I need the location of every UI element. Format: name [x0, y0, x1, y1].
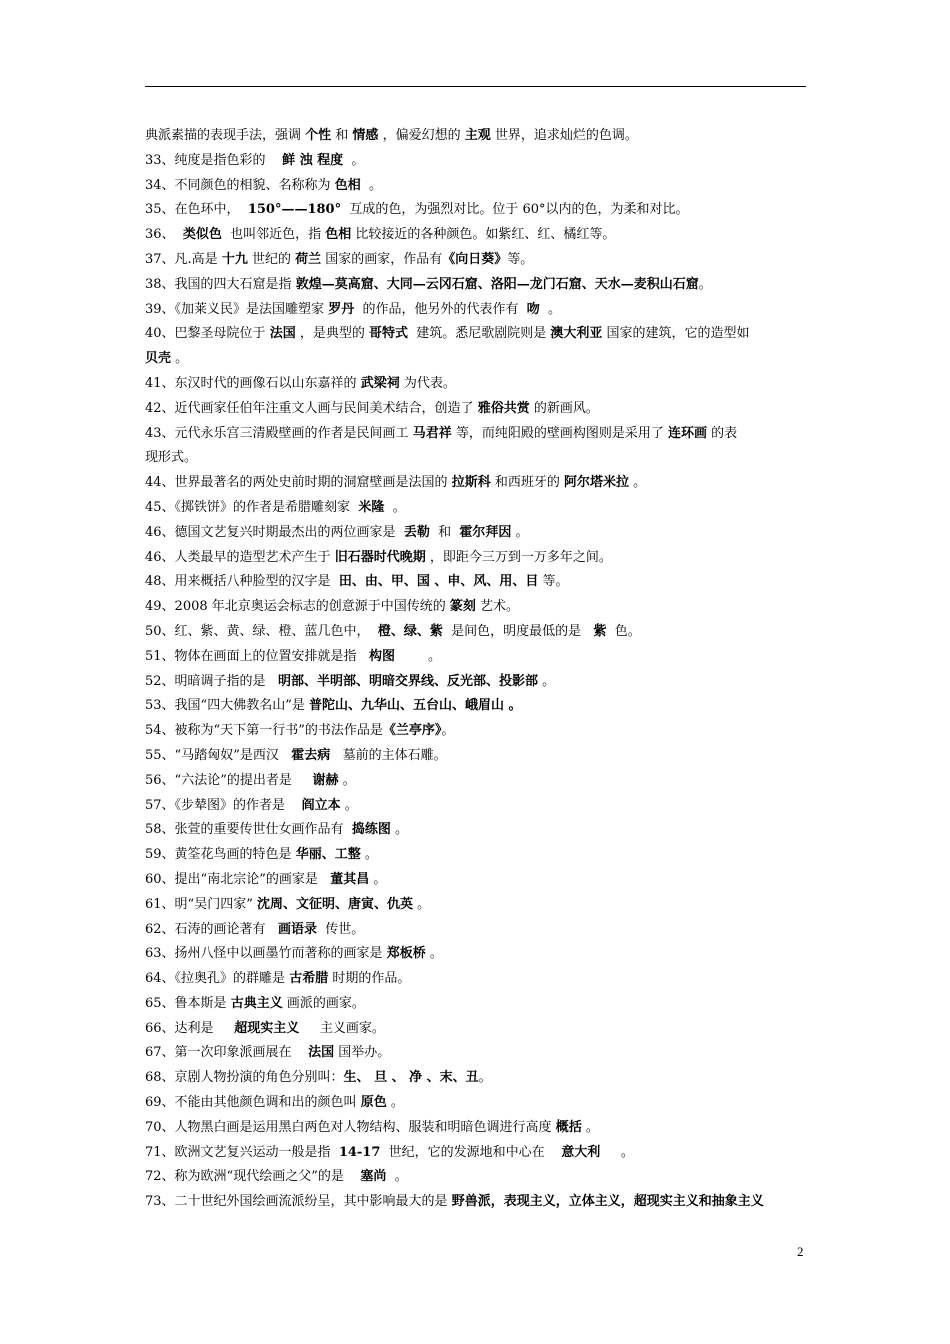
question-text: 。 — [441, 723, 455, 739]
question-text: 48、用来概括八种脸型的汉字是 — [145, 574, 339, 590]
question-text: 72、称为欧洲“现代绘画之父”的是 — [145, 1169, 361, 1185]
answer-text: 罗丹 — [328, 301, 355, 317]
question-text: 画派的画家。 — [282, 995, 365, 1011]
answer-text: 丢勒 — [403, 524, 430, 540]
answer-text: 橙、绿、紫 — [377, 623, 443, 639]
answer-text: 法国 — [308, 1045, 335, 1061]
question-text: 55、“马踏匈奴”是西汉 — [145, 747, 292, 763]
question-text: 62、石涛的画论著有 — [145, 921, 278, 937]
answer-text: 马君祥 — [412, 425, 452, 441]
question-text: 52、明暗调子指的是 — [145, 673, 278, 689]
text-line — [145, 645, 807, 670]
question-text: 44、世界最著名的两处史前时期的洞窟壁画是法国的 — [145, 475, 452, 491]
answer-text: 普陀山、九华山、五台山、峨眉山 。 — [308, 698, 522, 714]
question-text: 主义画家。 — [299, 1020, 385, 1036]
question-text: 。 — [412, 896, 431, 912]
answer-text: 阎立本 — [301, 797, 341, 813]
text-line — [145, 322, 807, 347]
text-line — [145, 893, 807, 918]
question-text: 典派素描的表现手法，强调 — [145, 128, 306, 143]
text-line — [145, 273, 807, 298]
answer-text: 古希腊 — [289, 971, 329, 987]
question-text: 。 — [384, 499, 406, 515]
question-text: 互成的色，为强烈对比。位于 60°以内的色，为柔和对比。 — [341, 202, 689, 218]
answer-text: 野兽派，表现主义，立体主义，超现实主义和抽象主义 — [451, 1194, 764, 1210]
question-text: 38、我国的四大石窟是指 — [145, 276, 296, 292]
text-line — [145, 744, 807, 769]
answer-text: 紫 — [593, 623, 607, 639]
document-body — [145, 124, 807, 1215]
question-text: 。 — [581, 1119, 599, 1135]
question-text: 34、不同颜色的相貌、名称称为 — [145, 177, 335, 193]
answer-text: 吻 — [526, 301, 540, 317]
question-text: 42、近代画家任伯年注重文人画与民间美术结合，创造了 — [145, 400, 478, 416]
text-line — [145, 868, 807, 893]
answer-text: 旧石器时代晚期 — [334, 549, 426, 565]
answer-text: 雅俗共赏 — [477, 400, 530, 416]
question-text: 国家的建筑，它的造型如 — [602, 326, 750, 342]
answer-text: 贝壳 — [145, 351, 172, 367]
page-number: 2 — [797, 1244, 804, 1259]
question-text: 54、被称为“天下第一行书”的书法作品是 — [145, 723, 383, 739]
question-text: 艺术。 — [475, 599, 520, 615]
text-line — [145, 1141, 807, 1166]
answer-text: 色相 — [334, 177, 361, 193]
text-line — [145, 422, 807, 447]
question-text: 43、元代永乐宫三清殿壁画的作者是民间画工 — [145, 425, 413, 441]
question-text: 。 — [628, 475, 647, 491]
answer-text: 阿尔塔米拉 — [563, 475, 629, 491]
answer-text: 类似色 — [182, 227, 222, 243]
text-line — [145, 595, 807, 620]
answer-text: 篆刻 — [449, 599, 476, 615]
answer-text: 霍尔拜因 — [459, 524, 512, 540]
text-line — [145, 1017, 807, 1042]
answer-text: 霍去病 — [291, 747, 331, 763]
text-line — [145, 223, 807, 248]
question-text: 。 — [394, 648, 442, 664]
answer-text: 米隆 — [358, 499, 385, 515]
text-line — [145, 694, 807, 719]
question-text: 69、不能由其他颜色调和出的颜色叫 — [145, 1095, 361, 1111]
answer-text: 古典主义 — [230, 995, 283, 1011]
question-text: ，是典型的 — [295, 326, 369, 342]
answer-text: 澳大利亚 — [550, 326, 603, 342]
text-line — [145, 372, 807, 397]
answer-text: 超现实主义 — [234, 1020, 300, 1036]
answer-text: 荷兰 — [295, 251, 322, 267]
question-text: 49、2008 年北京奥运会标志的创意源于中国传统的 — [145, 599, 450, 615]
text-line — [145, 670, 807, 695]
answer-text: 个性 — [305, 128, 332, 143]
question-text: 。 — [386, 1095, 404, 1111]
text-line — [145, 496, 807, 521]
question-text: 的表 — [706, 425, 738, 441]
question-text: 。 — [511, 524, 529, 540]
question-text: 61、明“吴门四家” — [145, 896, 257, 912]
question-text: 66、达利是 — [145, 1020, 235, 1036]
question-text: 。 — [369, 871, 387, 887]
question-text: 和西班牙的 — [490, 475, 564, 491]
answer-text: 概括 — [555, 1119, 582, 1135]
question-text: 。 — [425, 946, 443, 962]
question-text: 60、提出“南北宗论”的画家是 — [145, 871, 331, 887]
answer-text: 情感 — [352, 128, 379, 143]
question-text: 为代表。 — [399, 375, 456, 391]
text-line — [145, 521, 807, 546]
answer-text: 主观 — [464, 128, 491, 143]
question-text: 和 — [429, 524, 460, 540]
question-text: 40、巴黎圣母院位于 — [145, 326, 270, 342]
answer-text: 连环画 — [667, 425, 707, 441]
text-line — [145, 967, 807, 992]
text-line — [145, 446, 807, 471]
question-text: 也叫邻近色，指 — [221, 227, 326, 243]
text-line — [145, 397, 807, 422]
question-text: 39、《加莱义民》是法国雕塑家 — [145, 301, 329, 317]
question-text: 36、 — [145, 227, 183, 243]
question-text: 色。 — [606, 623, 641, 639]
question-text: 。 — [386, 1169, 408, 1185]
question-text: 64、《拉奥孔》的群雕是 — [145, 971, 290, 987]
question-text: 时期的作品。 — [328, 971, 411, 987]
question-text: 63、扬州八怪中以画墨竹而著称的画家是 — [145, 946, 387, 962]
answer-text: 法国 — [269, 326, 296, 342]
text-line — [145, 918, 807, 943]
question-text: 45、《掷铁饼》的作者是希腊雕刻家 — [145, 499, 359, 515]
text-line — [145, 198, 807, 223]
answer-text: 哥特式 — [368, 326, 408, 342]
question-text: 37、凡.高是 — [145, 251, 222, 267]
question-text: 国家的画家，作品有 — [321, 251, 443, 267]
question-text: 国举办。 — [334, 1045, 391, 1061]
text-line — [145, 248, 807, 273]
text-line — [145, 570, 807, 595]
question-text: 46、德国文艺复兴时期最杰出的两位画家是 — [145, 524, 404, 540]
answer-text: 谢赫 — [312, 772, 339, 788]
answer-text: 14-17 — [338, 1144, 381, 1160]
text-line — [145, 1066, 807, 1091]
question-text: 。 — [390, 822, 408, 838]
text-line — [145, 149, 807, 174]
answer-text: 《向日葵》 — [442, 251, 508, 267]
answer-text: 敦煌—莫高窟、大同—云冈石窟、洛阳—龙门石窟、天水—麦积山石窟 — [295, 276, 699, 292]
question-text: 。 — [360, 177, 382, 193]
answer-text: 《兰亭序》 — [382, 723, 442, 739]
text-line — [145, 1091, 807, 1116]
text-line — [145, 174, 807, 199]
text-line — [145, 818, 807, 843]
question-text: 是间色，明度最低的是 — [442, 623, 594, 639]
question-text: 等。 — [538, 574, 569, 590]
question-text: 35、在色环中， — [145, 202, 248, 218]
text-line — [145, 992, 807, 1017]
question-text: 71、欧洲文艺复兴运动一般是指 — [145, 1144, 339, 1160]
text-line — [145, 1116, 807, 1141]
question-text: 传世。 — [316, 921, 365, 937]
question-text: 73、二十世纪外国绘画流派纷呈，其中影响最大的是 — [145, 1194, 452, 1210]
question-text: 和 — [331, 128, 353, 143]
question-text: 41、东汉时代的画像石以山东嘉祥的 — [145, 375, 361, 391]
question-text: 50、红、紫、黄、绿、橙、蓝几色中， — [145, 623, 378, 639]
question-text: 的作品，他另外的代表作有 — [354, 301, 527, 317]
question-text: ，偏爱幻想的 — [378, 128, 465, 143]
answer-text: 塞尚 — [360, 1169, 387, 1185]
question-text: 的新画风。 — [529, 400, 599, 416]
question-text: 世界，追求灿烂的色调。 — [490, 128, 638, 143]
answer-text: 捣练图 — [351, 822, 391, 838]
answer-text: 画语录 — [277, 921, 317, 937]
question-text: 56、“六法论”的提出者是 — [145, 772, 313, 788]
text-line — [145, 471, 807, 496]
question-text: 墓前的主体石雕。 — [330, 747, 447, 763]
answer-text: 拉斯科 — [451, 475, 491, 491]
question-text: 。 — [539, 301, 562, 317]
question-text: 。 — [171, 351, 189, 367]
question-text: 世纪的 — [247, 251, 296, 267]
text-line — [145, 719, 807, 744]
question-text: 59、黄筌花鸟画的特色是 — [145, 847, 296, 863]
question-text: 等。 — [507, 251, 534, 267]
answer-text: 原色 — [360, 1095, 387, 1111]
question-text: ，即距今三万到一万多年之间。 — [425, 549, 612, 565]
text-line — [145, 124, 807, 149]
answer-text: 明部、半明部、明暗交界线、反光部、投影部 — [277, 673, 538, 689]
question-text: 46、人类最早的造型艺术产生于 — [145, 549, 335, 565]
answer-text: 色相 — [325, 227, 352, 243]
answer-text: 郑板桥 — [386, 946, 426, 962]
answer-text: 董其昌 — [330, 871, 370, 887]
text-line — [145, 298, 807, 323]
text-line — [145, 1041, 807, 1066]
answer-text: 150°——180° — [247, 202, 342, 218]
question-text: 68、京剧人物扮演的角色分别叫： — [145, 1070, 344, 1086]
answer-text: 武梁祠 — [360, 375, 400, 391]
question-text: 建筑。悉尼歌剧院则是 — [407, 326, 551, 342]
question-text: 世纪，它的发源地和中心在 — [380, 1144, 562, 1160]
text-line — [145, 794, 807, 819]
question-text: 。 — [698, 276, 712, 292]
question-text: 33、纯度是指色彩的 — [145, 152, 283, 168]
question-text: 等，而纯阳殿的壁画构图则是采用了 — [451, 425, 668, 441]
answer-text: 田、由、甲、国 、申、风、用、目 — [338, 574, 539, 590]
answer-text: 华丽、工整 — [295, 847, 361, 863]
question-text: 53、我国“四大佛教名山”是 — [145, 698, 309, 714]
question-text: 。 — [537, 673, 556, 689]
text-line — [145, 620, 807, 645]
question-text: 58、张萱的重要传世仕女画作品有 — [145, 822, 352, 838]
answer-text: 十九 — [221, 251, 248, 267]
question-text: 。 — [343, 152, 365, 168]
question-text: 。 — [600, 1144, 634, 1160]
text-line — [145, 1165, 807, 1190]
question-text: 65、鲁本斯是 — [145, 995, 231, 1011]
answer-text: 鲜 浊 程度 — [282, 152, 344, 168]
question-text: 。 — [340, 797, 358, 813]
text-line — [145, 347, 807, 372]
question-text: 51、物体在画面上的位置安排就是指 — [145, 648, 369, 664]
answer-text: 构图 — [368, 648, 395, 664]
question-text: 现形式。 — [145, 450, 198, 466]
question-text: 。 — [360, 847, 378, 863]
question-text: 67、第一次印象派画展在 — [145, 1045, 309, 1061]
question-text: 。 — [338, 772, 356, 788]
question-text: 。 — [478, 1070, 492, 1086]
text-line — [145, 769, 807, 794]
header-rule — [145, 86, 806, 87]
text-line — [145, 843, 807, 868]
text-line — [145, 546, 807, 571]
answer-text: 生、 旦 、 净 、末、丑 — [343, 1070, 479, 1086]
text-line — [145, 942, 807, 967]
question-text: 70、人物黑白画是运用黑白两色对人物结构、服装和明暗色调进行高度 — [145, 1119, 556, 1135]
question-text: 57、《步辇图》的作者是 — [145, 797, 302, 813]
question-text: 比较接近的各种颜色。如紫红、红、橘红等。 — [351, 227, 616, 243]
answer-text: 沈周、文征明、唐寅、仇英 — [256, 896, 413, 912]
text-line — [145, 1190, 807, 1215]
answer-text: 意大利 — [561, 1144, 601, 1160]
